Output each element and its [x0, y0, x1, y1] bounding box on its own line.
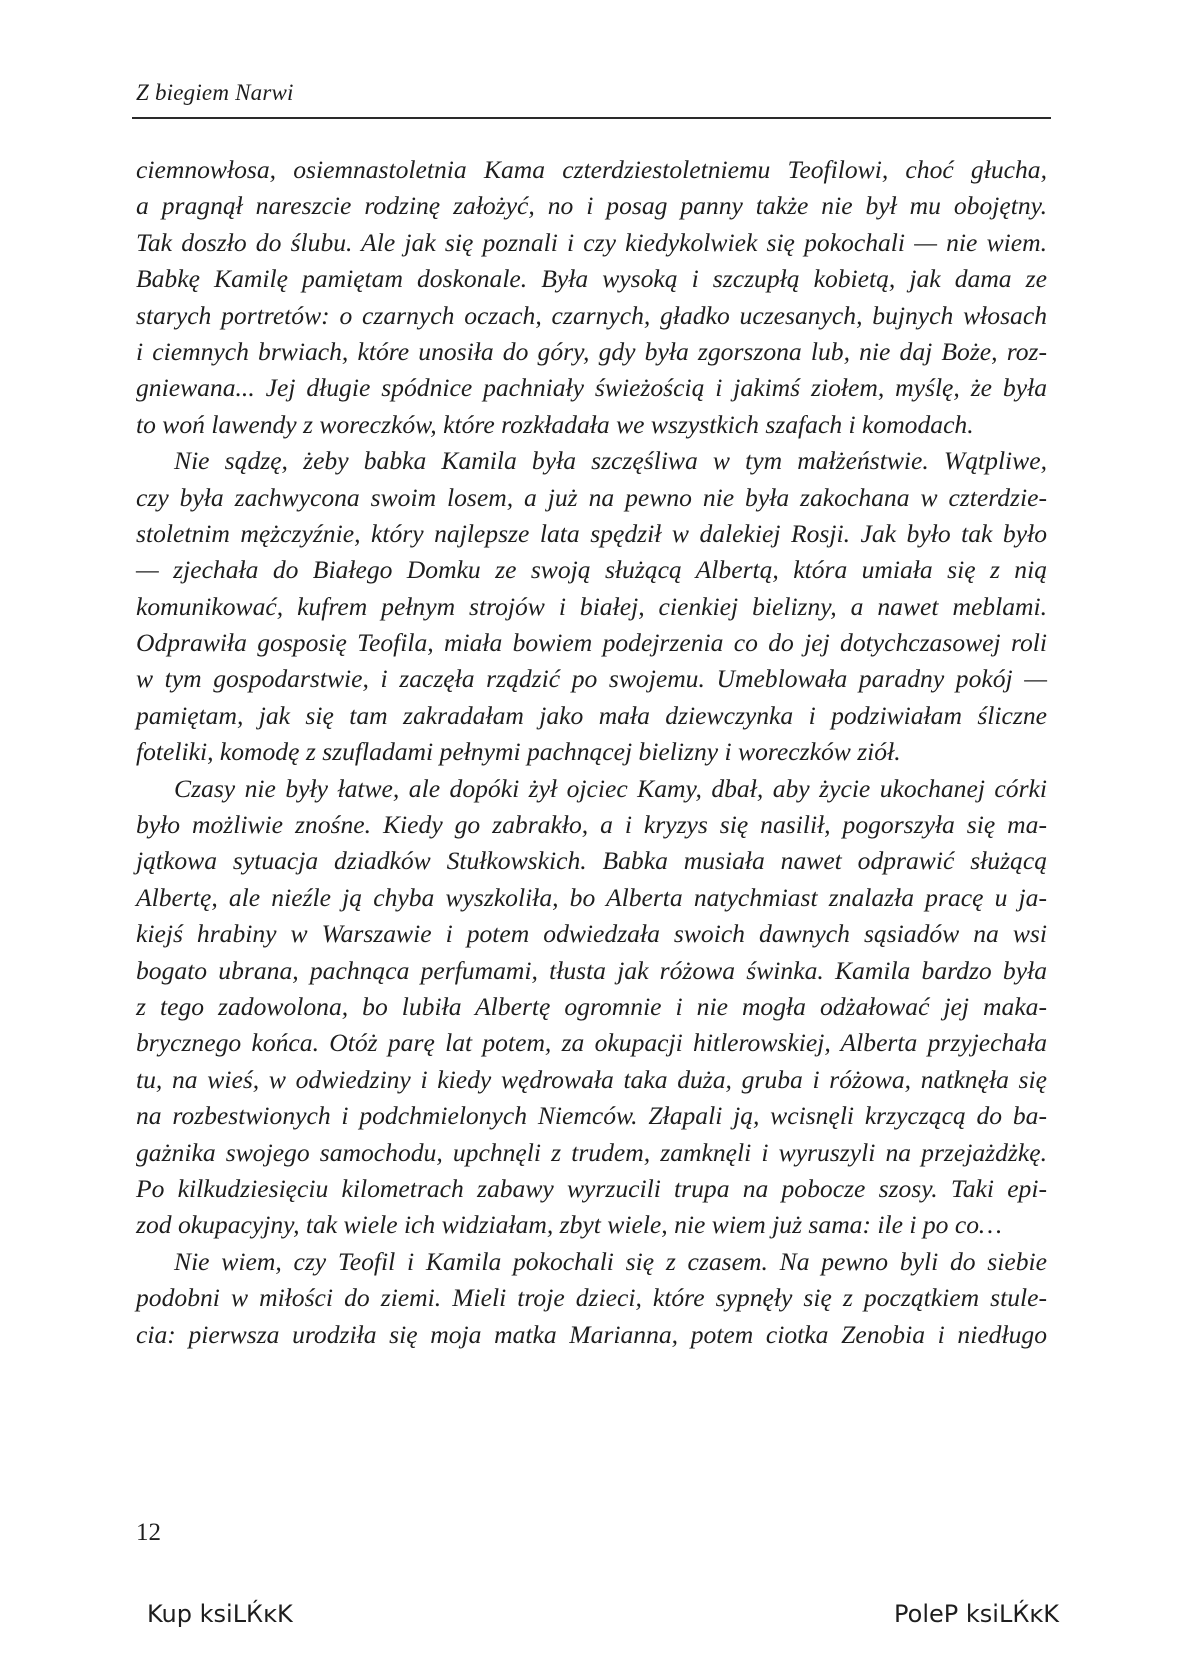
- text-line: brycznego końca. Otóż parę lat potem, za okupacji hitlerowskiej, Alberta przyjechała: [136, 1028, 1047, 1058]
- text-line: ciemnowłosa, osiemnastoletnia Kama czterdziestoletniemu Teofilowi, choć głucha,: [136, 155, 1047, 184]
- text-line: Czasy nie były łatwe, ale dopóki żył ojciec Kamy, dbał, aby życie ukochanej córki: [174, 773, 1047, 803]
- text-line: podobni w miłości do ziemi. Mieli troje dzieci, które sypnęły się z początkiem stule-: [136, 1283, 1047, 1313]
- page-number: 12: [136, 1519, 161, 1546]
- text-line: gażnika swojego samochodu, upchnęli z trudem, zamknęli i wyruszyli na przejażdżkę.: [136, 1137, 1047, 1167]
- text-line: czy była zachwycona swoim losem, a już na pewno nie była zakochana w czterdzie-: [136, 482, 1047, 512]
- text-line: było możliwie znośne. Kiedy go zabrakło, a i kryzys się nasilił, pogorszyła się ma-: [136, 810, 1047, 840]
- text-line: to woń lawendy z woreczków, które rozkładała we wszystkich szafach i komodach.: [136, 409, 974, 439]
- text-line: komunikować, kufrem pełnym strojów i białej, cienkiej bielizny, a nawet meblami.: [136, 591, 1047, 621]
- body-text: [136, 152, 1047, 1353]
- text-line: Nie sądzę, żeby babka Kamila była szczęśliwa w tym małżeństwie. Wątpliwe,: [174, 446, 1047, 476]
- text-line: Albertę, ale nieźle ją chyba wyszkoliła, bo Alberta natychmiast znalazła pracę u ja-: [136, 882, 1047, 912]
- text-line: i ciemnych brwiach, które unosiła do góry, gdy była zgorszona lub, nie daj Boże, roz-: [136, 336, 1047, 366]
- text-line: Po kilkudziesięciu kilometrach zabawy wyrzucili trupa na pobocze szosy. Taki epi-: [136, 1173, 1047, 1203]
- text-line: zod okupacyjny, tak wiele ich widziałam, zbyt wiele, nie wiem już sama: ile i po co…: [136, 1210, 1002, 1240]
- recommend-book-link[interactable]: PoleP ksiLЌĸK: [894, 1600, 1059, 1628]
- text-line: foteliki, komodę z szufladami pełnymi pachnącej bielizny i woreczków ziół.: [136, 737, 901, 767]
- running-title: Z biegiem Narwi: [136, 80, 294, 105]
- text-line: Babkę Kamilę pamiętam doskonale. Była wysoką i szczupłą kobietą, jak dama ze: [136, 264, 1047, 294]
- text-line: tu, na wieś, w odwiedziny i kiedy wędrowała taka duża, gruba i różowa, natknęła się: [136, 1064, 1047, 1094]
- text-line: starych portretów: o czarnych oczach, czarnych, gładko uczesanych, bujnych włosach: [136, 300, 1047, 330]
- text-line: cia: pierwsza urodziła się moja matka Marianna, potem ciotka Zenobia i niedługo: [136, 1319, 1047, 1349]
- text-line: stoletnim mężczyźnie, który najlepsze lata spędził w dalekiej Rosji. Jak było tak było: [136, 518, 1047, 548]
- text-line: na rozbestwionych i podchmielonych Niemców. Złapali ją, wcisnęli krzyczącą do ba-: [136, 1101, 1047, 1131]
- text-line: gniewana... Jej długie spódnice pachniały świeżością i jakimś ziołem, myślę, że była: [136, 373, 1047, 403]
- text-line: w tym gospodarstwie, i zaczęła rządzić po swojemu. Umeblowała paradny pokój —: [136, 664, 1047, 694]
- text-line: jątkowa sytuacja dziadków Stułkowskich. Babka musiała nawet odprawić służącą: [136, 846, 1047, 876]
- text-line: z tego zadowolona, bo lubiła Albertę ogromnie i nie mogła odżałować jej maka-: [136, 991, 1047, 1021]
- text-line: — zjechała do Białego Domku ze swoją służącą Albertą, która umiała się z nią: [136, 555, 1047, 585]
- buy-book-link[interactable]: Kup ksiLЌĸK: [147, 1600, 293, 1628]
- text-line: Nie wiem, czy Teofil i Kamila pokochali się z czasem. Na pewno byli do siebie: [174, 1246, 1047, 1276]
- text-line: kiejś hrabiny w Warszawie i potem odwiedzała swoich dawnych sąsiadów na wsi: [136, 919, 1047, 949]
- text-line: Tak doszło do ślubu. Ale jak się poznali i czy kiedykolwiek się pokochali — nie wiem.: [136, 227, 1047, 257]
- text-line: pamiętam, jak się tam zakradałam jako mała dziewczynka i podziwiałam śliczne: [136, 700, 1047, 730]
- header-rule: [132, 117, 1051, 119]
- text-line: bogato ubrana, pachnąca perfumami, tłusta jak różowa świnka. Kamila bardzo była: [136, 955, 1047, 985]
- text-line: a pragnął nareszcie rodzinę założyć, no i posag panny także nie był mu obojętny.: [136, 191, 1047, 221]
- text-line: Odprawiła gosposię Teofila, miała bowiem podejrzenia co do jej dotychczasowej roli: [136, 628, 1047, 658]
